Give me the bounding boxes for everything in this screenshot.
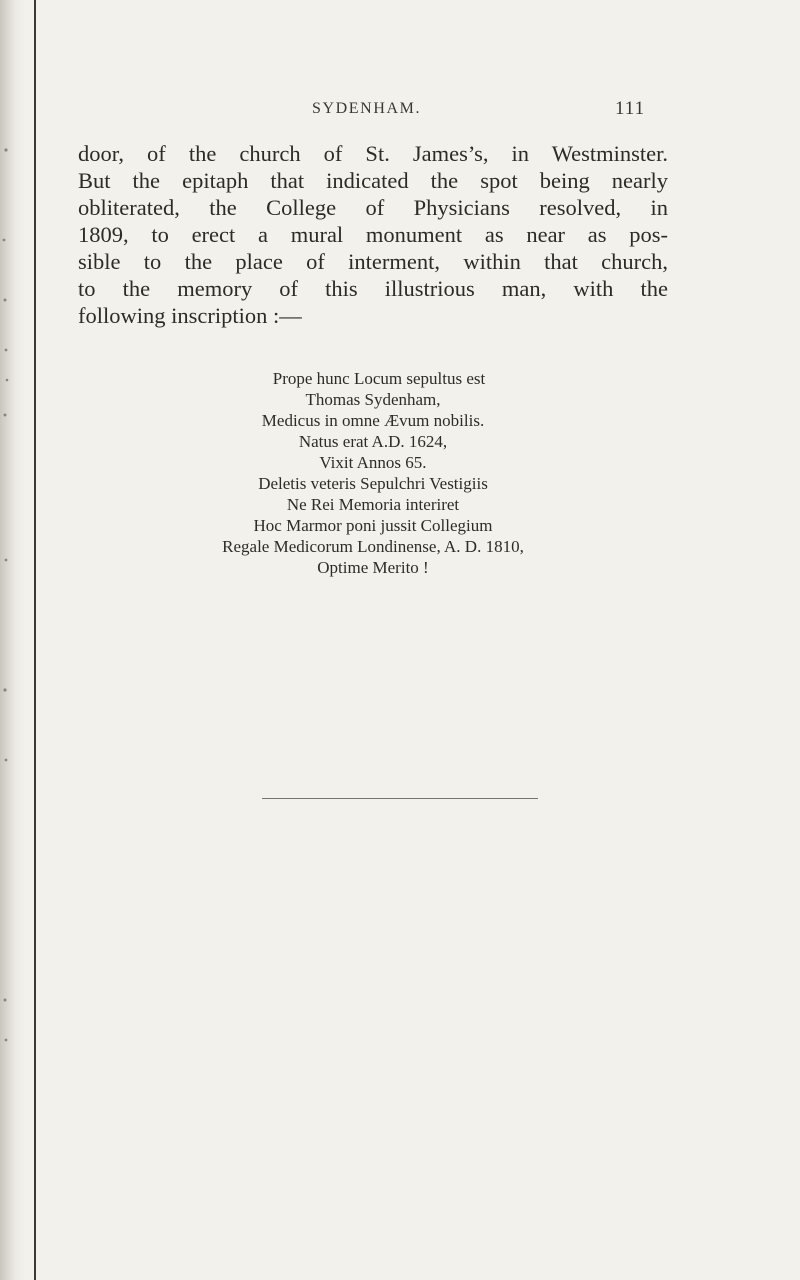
inscription-line: Vixit Annos 65. bbox=[319, 453, 427, 472]
inscription-line: Hoc Marmor poni jussit Collegium bbox=[253, 516, 493, 535]
body-line: following inscription :— bbox=[78, 303, 302, 328]
body-line: obliterated, the College of Physicians resolved, in bbox=[78, 195, 668, 220]
inscription-line: Natus erat A.D. 1624, bbox=[298, 432, 448, 451]
inscription bbox=[78, 368, 668, 578]
body-line: to the memory of this illustrious man, with the bbox=[78, 276, 668, 301]
inscription-line: Prope hunc Locum sepultus est bbox=[272, 369, 486, 388]
inscription-line: Regale Medicorum Londinense, A. D. 1810, bbox=[222, 537, 524, 556]
inscription-line: Ne Rei Memoria interiret bbox=[286, 495, 460, 514]
binding-specks bbox=[0, 0, 12, 1280]
body-line: sible to the place of interment, within that church, bbox=[78, 249, 668, 274]
running-head: SYDENHAM. bbox=[312, 100, 422, 117]
inscription-line: Deletis veteris Sepulchri Vestigiis bbox=[258, 474, 488, 493]
binding-line bbox=[34, 0, 36, 1280]
body-paragraph bbox=[78, 140, 668, 329]
section-rule bbox=[262, 798, 538, 799]
inscription-line: Medicus in omne Ævum nobilis. bbox=[261, 411, 485, 430]
inscription-line: Thomas Sydenham, bbox=[305, 390, 441, 409]
body-line: door, of the church of St. James’s, in Westminster. bbox=[78, 141, 668, 166]
inscription-line: Optime Merito ! bbox=[317, 558, 429, 577]
page-number: 111 bbox=[615, 98, 646, 119]
body-line: 1809, to erect a mural monument as near as pos- bbox=[78, 222, 668, 247]
body-line: But the epitaph that indicated the spot being nearly bbox=[78, 168, 668, 193]
page-header bbox=[0, 100, 800, 124]
